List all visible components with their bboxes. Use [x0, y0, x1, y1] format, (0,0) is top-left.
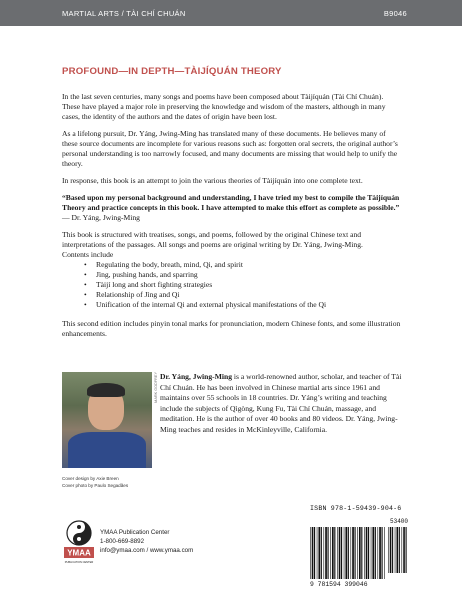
ymaa-logo-subtext: PUBLICATION CENTER: [64, 561, 94, 564]
book-code: B9046: [383, 9, 407, 18]
paragraph-edition: This second edition includes pinyin tonal marks for pronunciation, modern Chinese fonts, and some illustration enhancements.: [62, 319, 401, 338]
headline: PROFOUND—IN DEPTH—TÀIJÍQUÁN THEORY: [62, 66, 282, 77]
author-photo-shirt: [68, 432, 146, 468]
description-block: [62, 66, 402, 346]
author-quote: [62, 193, 402, 223]
quote-text: “Based upon my personal background and understanding, I have tried my best to compile the Tàijíquán Theory and practice concepts in this book. I have attempted to make this effort as complete as possible.”: [62, 193, 400, 212]
barcode-main: [310, 527, 386, 579]
list-item: • Tàijí long and short fighting strategies: [84, 280, 402, 290]
ymaa-logo-text: YMAA: [67, 548, 91, 558]
paragraph-translation: As a lifelong pursuit, Dr. Yáng, Jwing-Ming has translated many of these documents. He believes many of these source documents are incomplete for various reasons such as: forgotten oral secrets, the original author’s personal understanding is too narrowly focused, and many documents are missing that would help to unify the theory.: [62, 129, 398, 168]
cover-credits: [62, 476, 128, 489]
publisher-contact: info@ymaa.com / www.ymaa.com: [100, 547, 194, 554]
paragraph-intro: In the last seven centuries, many songs and poems have been composed about Tàijíquán (Tài Chí Chuán). These have played a major role in preserving the knowledge and wisdom of the masters, although in many cases, the identity of the authors and the dates of origin have been lost.: [62, 92, 386, 121]
author-name: Dr. Yáng, Jwing-Ming: [160, 372, 233, 381]
photo-credit: MARK GODFREY: [154, 372, 158, 403]
paragraph-structure: [62, 230, 402, 260]
barcode-addon: [388, 527, 409, 573]
paragraph-response: In response, this book is an attempt to join the various theories of Tàijíquán into one complete text.: [62, 176, 363, 185]
structure-text: This book is structured with treatises, songs, and poems, followed by the original Chinese text and interpretations of the passages. All songs and poems are original writing by Dr. Yáng, Jwing-Ming.: [62, 230, 363, 249]
author-bio-text: is a world-renowned author, scholar, and teacher of Tài Chí Chuán. He has been involved in Chinese martial arts since 1961 and maintains over 55 schools in 18 countries. Dr. Yáng’s writing and teaching include the subjects of Qìgòng, Kung Fu, Tài Chí Chuán, massage, and meditation. He is the author of over 40 books and 80 videos. Dr. Yáng, Jwing-Ming teaches and resides in McKinleyville, California.: [160, 372, 402, 434]
publisher-name: YMAA Publication Center: [100, 529, 170, 536]
contents-intro: Contents include: [62, 250, 114, 259]
cover-photo-credit: Cover photo by Paulo Segadães: [62, 482, 129, 488]
cover-design-credit: Cover design by Axie Breen: [62, 476, 119, 481]
publisher-phone: 1-800-669-8892: [100, 538, 145, 545]
list-item: • Relationship of Jìng and Qi: [84, 290, 402, 300]
price-code: 53400: [390, 518, 409, 525]
list-item: • Unification of the internal Qi and external physical manifestations of the Qi: [84, 300, 402, 310]
isbn-text: ISBN 978-1-59439-904-6: [310, 505, 402, 512]
author-bio: [160, 372, 404, 436]
barcode-digits: 9 781594 399046: [310, 581, 368, 588]
category-label: MARTIAL ARTS / TÀI CHÍ CHUÁN: [62, 9, 186, 18]
contents-list: [62, 260, 402, 310]
author-photo-hair: [87, 383, 125, 397]
quote-attribution: — Dr. Yáng, Jwing-Ming: [62, 213, 140, 222]
list-item: • Regulating the body, breath, mind, Qi, and spirit: [84, 260, 402, 270]
publisher-info: [100, 528, 193, 555]
author-photo: [62, 372, 152, 468]
ymaa-logo-icon: [62, 520, 96, 566]
isbn-block: [310, 505, 410, 588]
list-item: • Jìng, pushing hands, and sparring: [84, 270, 402, 280]
top-bar: [0, 0, 462, 26]
